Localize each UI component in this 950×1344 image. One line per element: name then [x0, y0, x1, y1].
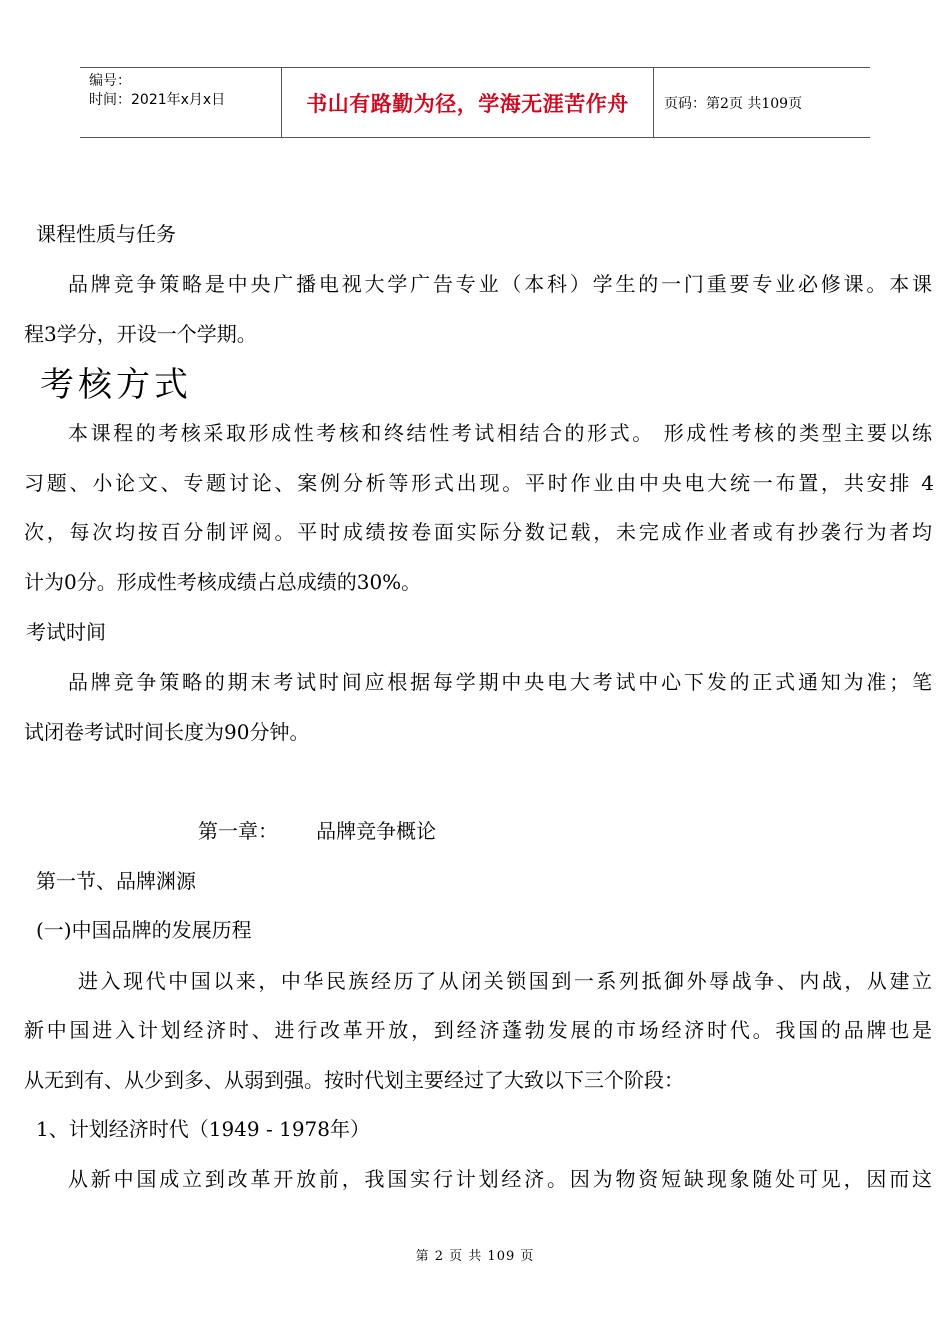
document-number-label: 编号：: [89, 73, 131, 89]
assessment-line-4: 计为0分。形成性考核成绩占总成绩的30%。: [24, 570, 422, 594]
page-footer: 第 2 页 共 109 页: [415, 1249, 535, 1264]
course-nature-line-2: 程3学分，开设一个学期。: [24, 322, 257, 346]
history-line-3: 从无到有、从少到多、从弱到强。按时代划主要经过了大致以下三个阶段：: [24, 1068, 684, 1092]
subsection-title: (一)中国品牌的发展历程: [36, 918, 252, 942]
history-line-2: 新中国进入计划经济时、进行改革开放，到经济蓬勃发展的市场经济时代。我国的品牌也是: [24, 1018, 932, 1042]
assessment-line-3: 次，每次均按百分制评阅。平时成绩按卷面实际分数记载，未完成作业者或有抄袭行为者均: [24, 520, 932, 544]
course-nature-heading: 课程性质与任务: [36, 222, 176, 246]
exam-time-heading: 考试时间: [26, 620, 106, 644]
header-motto-cell: [281, 68, 654, 137]
document-header: [80, 67, 870, 138]
header-page-cell: [654, 68, 870, 137]
assessment-line-1: 本课程的考核采取形成性考核和终结性考试相结合的形式。 形成性考核的类型主要以练: [68, 421, 932, 445]
header-motto: 书山有路勤为径，学海无涯苦作舟: [306, 91, 629, 116]
chapter-title: 第一章： 品牌竞争概论: [198, 819, 437, 843]
header-meta-cell: [80, 68, 281, 137]
course-nature-line-1: 品牌竞争策略是中央广播电视大学广告专业（本科）学生的一门重要专业必修课。本课: [68, 272, 932, 296]
exam-time-line-1: 品牌竞争策略的期末考试时间应根据每学期中央电大考试中心下发的正式通知为准；笔: [68, 670, 932, 694]
assessment-heading: 考核方式: [40, 365, 192, 405]
document-time-label: 时间：2021年x月x日: [89, 92, 226, 108]
section-title: 第一节、品牌渊源: [36, 869, 196, 893]
era-1-title: 1、计划经济时代（1949 - 1978年）: [36, 1117, 370, 1141]
header-page-info: 页码：第2页 共109页: [664, 95, 803, 112]
assessment-line-2: 习题、小论文、专题讨论、案例分析等形式出现。平时作业由中央电大统一布置，共安排 4: [24, 471, 934, 495]
era-1-line-1: 从新中国成立到改革开放前，我国实行计划经济。因为物资短缺现象随处可见，因而这: [68, 1167, 932, 1191]
exam-time-line-2: 试闭卷考试时间长度为90分钟。: [24, 720, 310, 744]
history-line-1: 进入现代中国以来，中华民族经历了从闭关锁国到一系列抵御外辱战争、内战，从建立: [78, 969, 932, 993]
